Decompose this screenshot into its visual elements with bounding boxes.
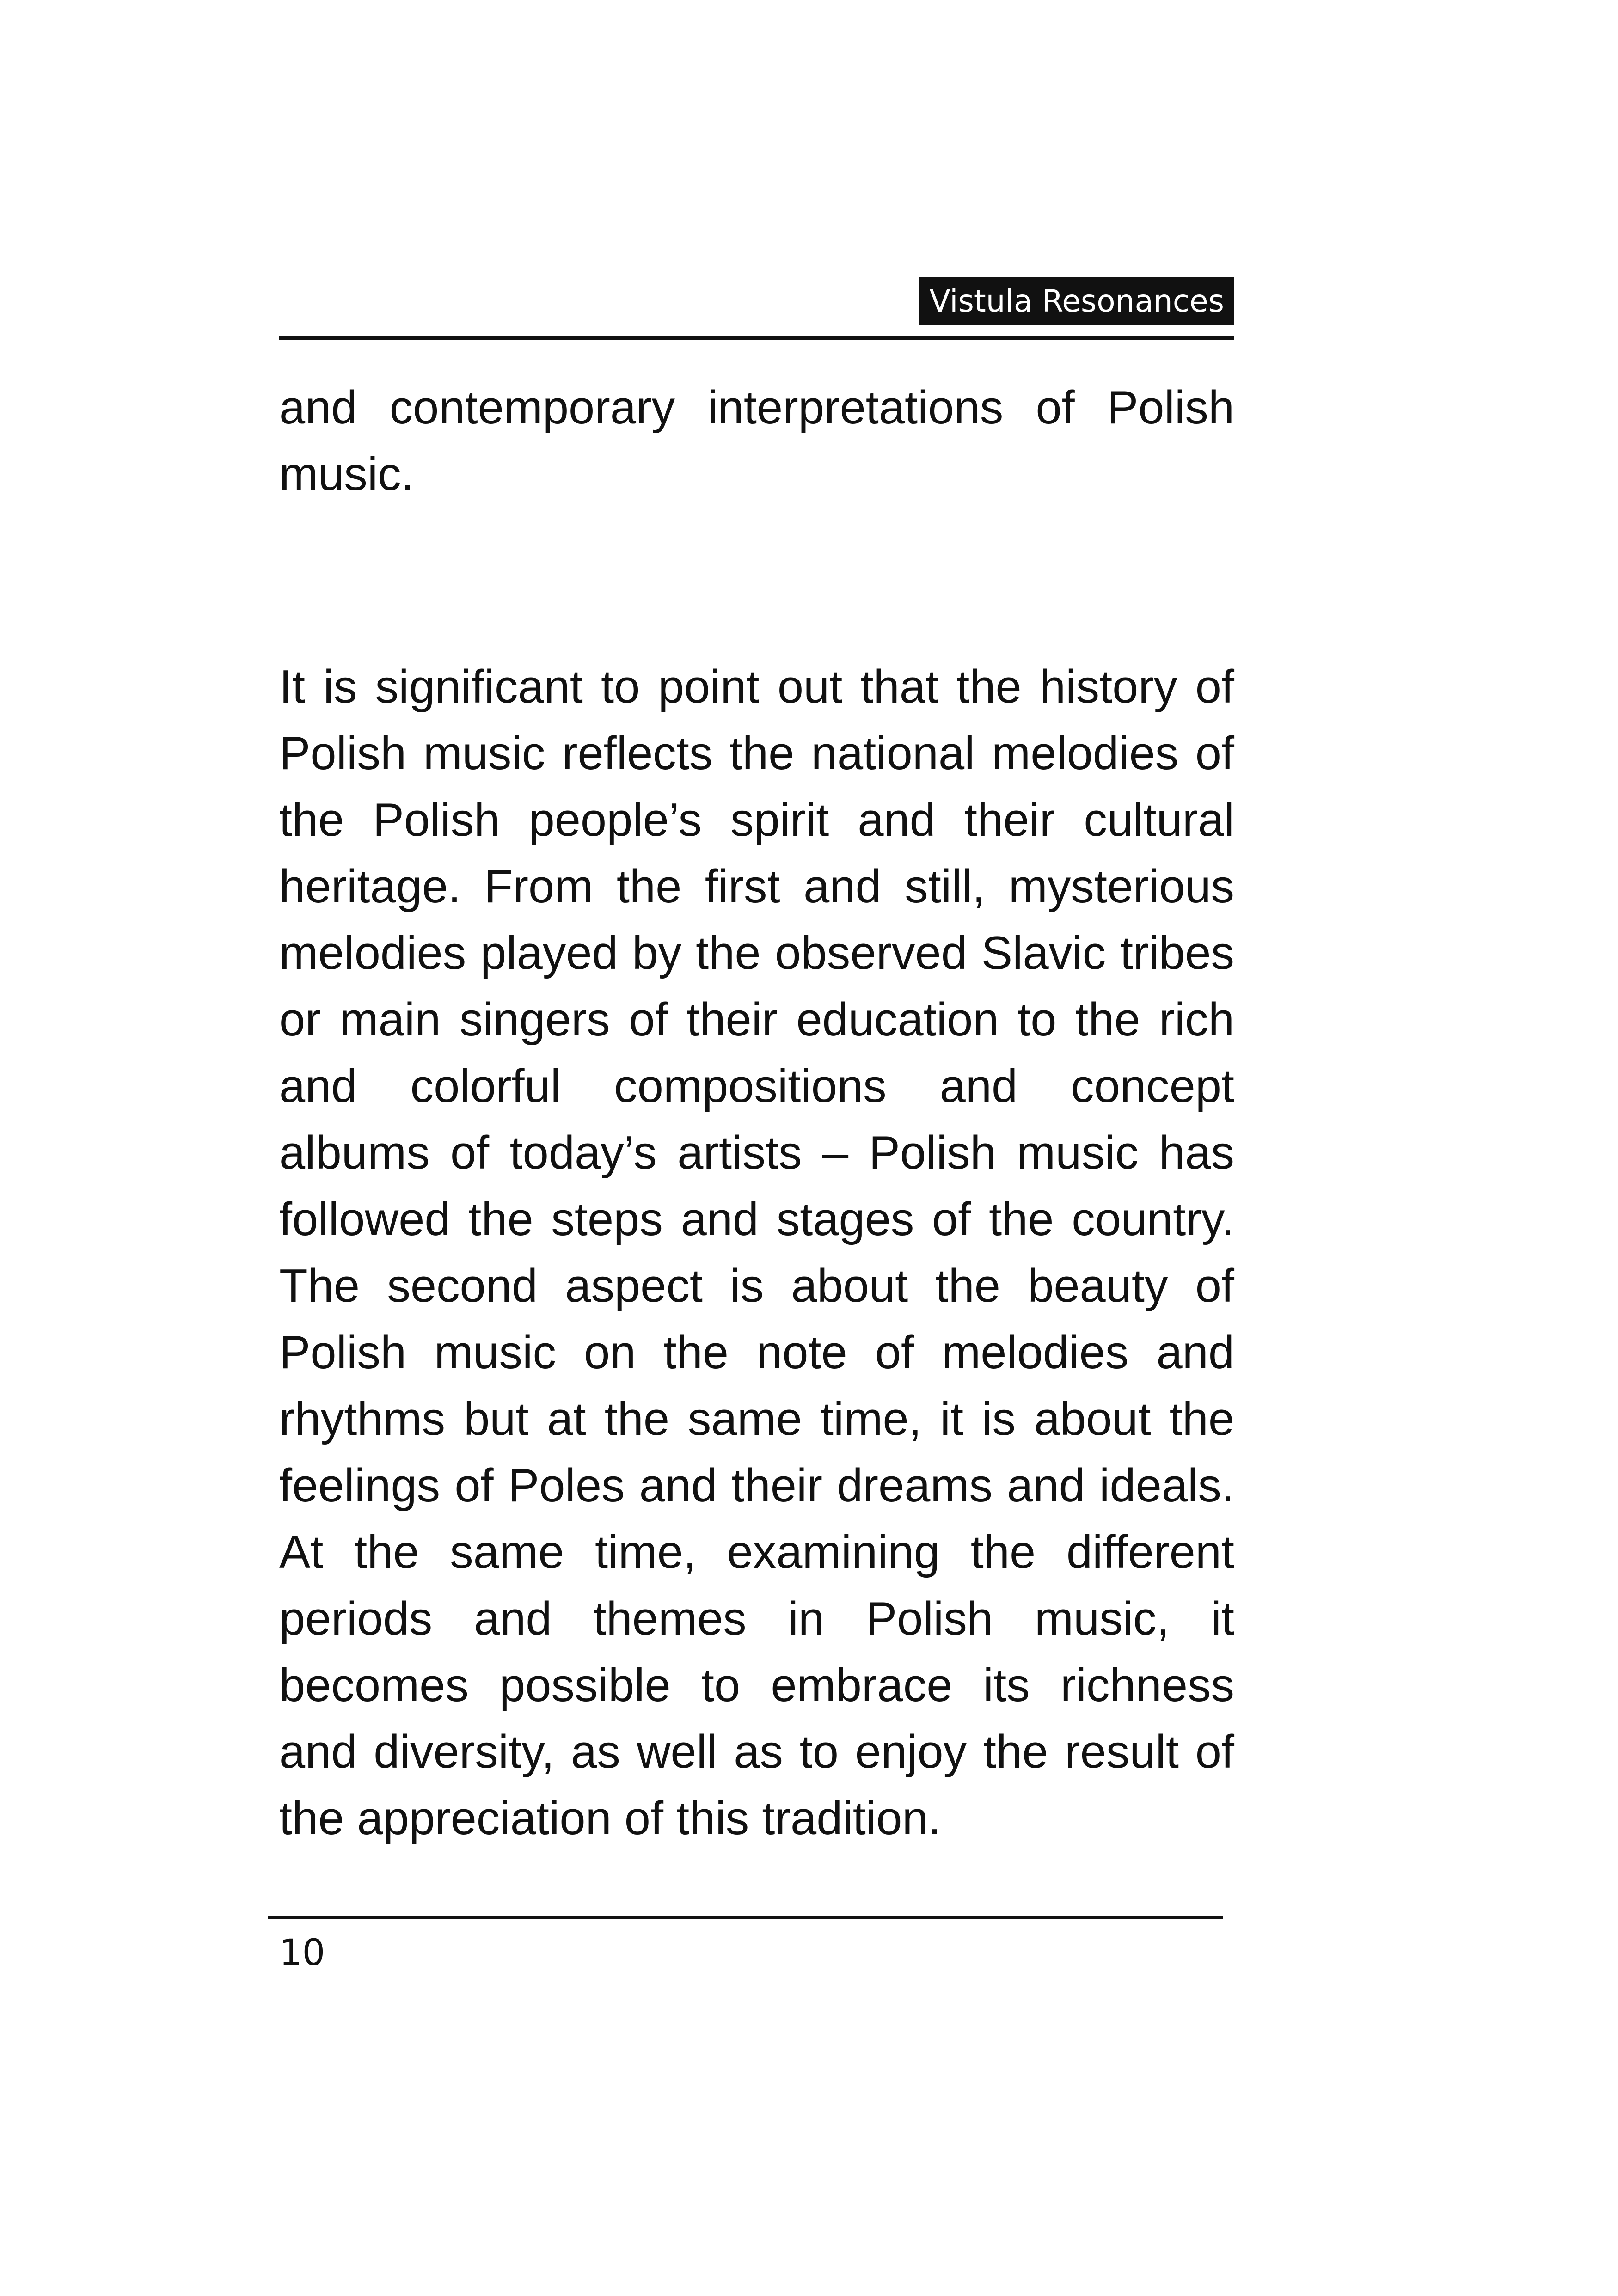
footer-divider — [268, 1916, 1223, 1919]
page-number: 10 — [279, 1932, 325, 1974]
paragraph-2: It is significant to point out that the history of Polish music reflects the national melodies of the Polish people’s spirit and their cultural heritage. From the first and still, mysterious melodies played by the observed Slavic tribes or main singers of their education to the rich and colorful compositions and concept albums of today’s artists – Polish music has followed the steps and stages of the country. The second aspect is about the beauty of Polish music on the note of melodies and rhythms but at the same time, it is about the feelings of Poles and their dreams and ideals. At the same time, examining the different periods and themes in Polish music, it becomes possible to embrace its richness and diversity, as well as to enjoy the result of the appreciation of this tradition. — [279, 661, 1234, 1844]
running-header-title: Vistula Resonances — [919, 277, 1234, 325]
paragraph-1: and contemporary interpretations of Polish music. — [279, 382, 1234, 500]
header-divider — [279, 336, 1234, 340]
